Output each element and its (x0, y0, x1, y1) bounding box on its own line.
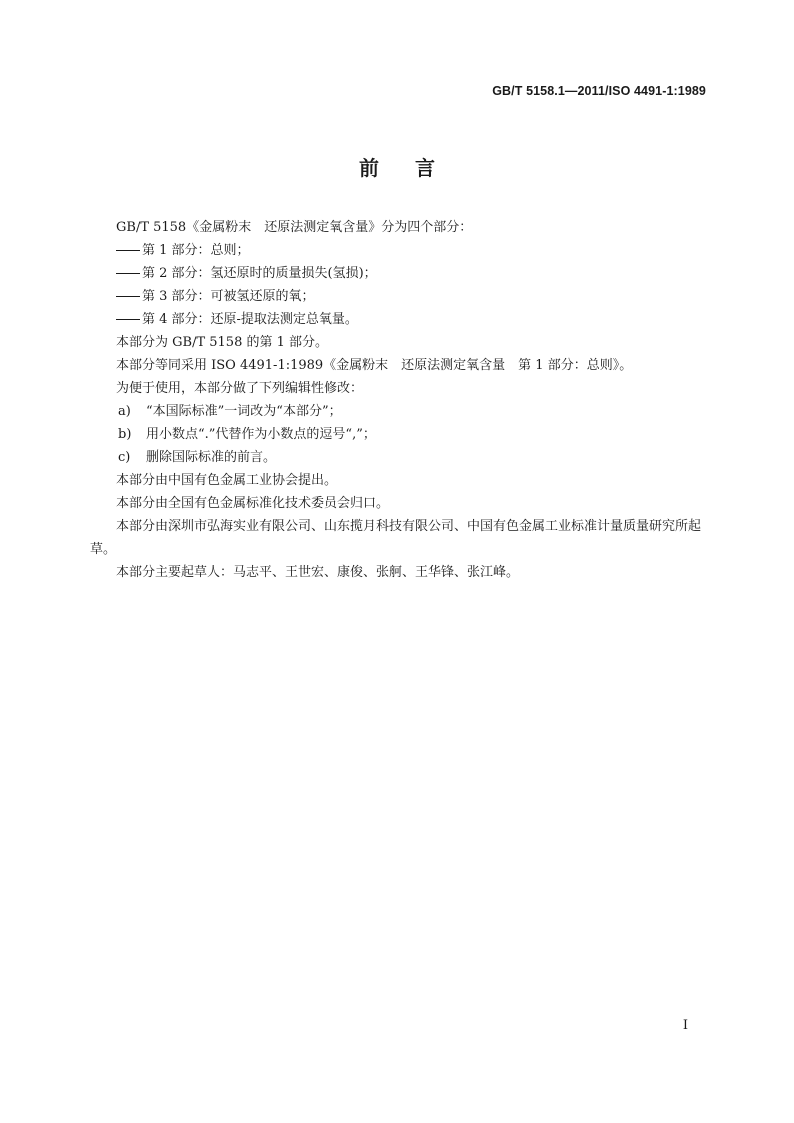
list-item-part2 (90, 262, 706, 285)
paragraph-drafted-org: 本部分由深圳市弘海实业有限公司、山东揽月科技有限公司、中国有色金属工业标准计量质量研究所起草。 (90, 519, 702, 557)
paragraph-drafters: 本部分主要起草人：马志平、王世宏、康俊、张舸、王华锋、张江峰。 (116, 565, 520, 580)
foreword-body (90, 216, 706, 584)
list-item-text: 第 1 部分：总则； (142, 243, 250, 258)
dash-rule (116, 319, 140, 320)
page-number: I (682, 1018, 688, 1033)
edit-item-c (90, 446, 706, 469)
item-marker: c) (118, 450, 131, 465)
paragraph-this-part: 本部分为 GB/T 5158 的第 1 部分。 (116, 335, 329, 350)
item-text: 用小数点“.”代替作为小数点的逗号“,”； (146, 427, 376, 442)
list-item-part3 (90, 285, 706, 308)
edit-item-a (90, 400, 706, 423)
paragraph-edits-intro: 为便于使用，本部分做了下列编辑性修改： (116, 381, 364, 396)
item-marker: a) (118, 404, 131, 419)
dash-rule (116, 250, 140, 251)
dash-rule (116, 273, 140, 274)
list-item-part1 (90, 239, 706, 262)
list-item-text: 第 2 部分：氢还原时的质量损失(氢损)； (142, 266, 377, 281)
paragraph-equivalent: 本部分等同采用 ISO 4491-1:1989《金属粉末 还原法测定氧含量 第 1 部分：总则》。 (116, 358, 633, 373)
paragraph-intro: GB/T 5158《金属粉末 还原法测定氧含量》分为四个部分： (116, 220, 473, 235)
edit-item-b (90, 423, 706, 446)
list-item-part4 (90, 308, 706, 331)
list-item-text: 第 4 部分：还原-提取法测定总氧量。 (142, 312, 358, 327)
page-title: 前言 (359, 156, 471, 180)
dash-rule (116, 296, 140, 297)
standard-number: GB/T 5158.1—2011/ISO 4491-1:1989 (492, 84, 706, 98)
item-text: 删除国际标准的前言。 (146, 450, 277, 465)
item-marker: b) (118, 427, 132, 442)
item-text: “本国际标准”一词改为“本部分”； (146, 404, 342, 419)
list-item-text: 第 3 部分：可被氢还原的氧； (142, 289, 315, 304)
paragraph-managed: 本部分由全国有色金属标准化技术委员会归口。 (116, 496, 390, 511)
paragraph-proposed: 本部分由中国有色金属工业协会提出。 (116, 473, 338, 488)
